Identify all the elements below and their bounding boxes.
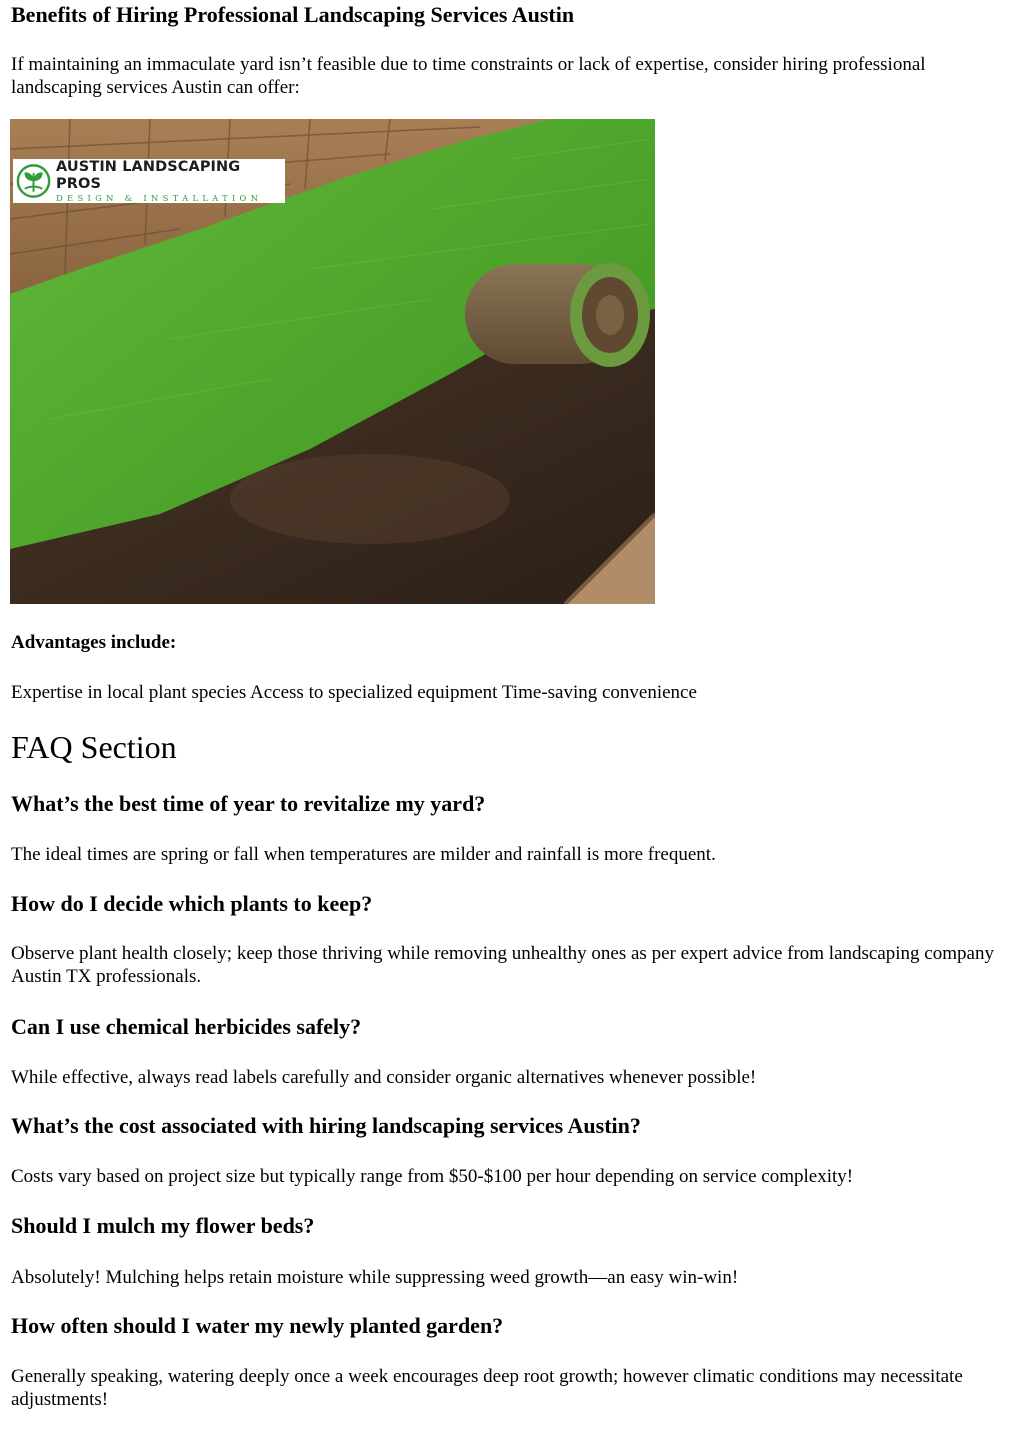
logo-tagline: DESIGN & INSTALLATION xyxy=(56,192,263,203)
faq-answer: While effective, always read labels carefully and consider organic alternatives whenever possible! xyxy=(11,1067,757,1088)
faq-answer: Observe plant health closely; keep those thriving while removing unhealthy ones as per expert advice from landscaping company Austin TX professionals. xyxy=(11,943,994,987)
logo-name: AUSTIN LANDSCAPING PROS xyxy=(56,158,241,192)
company-logo xyxy=(13,159,285,203)
faq-question: How often should I water my newly planted garden? xyxy=(11,1313,504,1338)
advantages-text: Expertise in local plant species Access to specialized equipment Time-saving convenience xyxy=(11,682,697,703)
faq-heading: FAQ Section xyxy=(11,729,177,765)
faq-question: Can I use chemical herbicides safely? xyxy=(11,1014,362,1039)
faq-question: What’s the best time of year to revitalize my yard? xyxy=(11,791,486,816)
faq-answer: Costs vary based on project size but typically range from $50-$100 per hour depending on service complexity! xyxy=(11,1166,854,1187)
advantages-heading: Advantages include: xyxy=(11,632,177,653)
faq-answer: Generally speaking, watering deeply once a week encourages deep root growth; however climatic conditions may necessitate adjustments! xyxy=(11,1366,963,1410)
faq-answer: Absolutely! Mulching helps retain moisture while suppressing weed growth—an easy win-win! xyxy=(11,1267,739,1288)
article-title: Benefits of Hiring Professional Landscaping Services Austin xyxy=(11,2,575,27)
intro-paragraph: If maintaining an immaculate yard isn’t feasible due to time constraints or lack of expertise, consider hiring professional landscaping services Austin can offer: xyxy=(11,54,926,98)
sod-installation-photo xyxy=(10,119,655,604)
faq-question: Should I mulch my flower beds? xyxy=(11,1213,315,1238)
faq-question: What’s the cost associated with hiring landscaping services Austin? xyxy=(11,1113,641,1138)
faq-question: How do I decide which plants to keep? xyxy=(11,891,373,916)
faq-answer: The ideal times are spring or fall when temperatures are milder and rainfall is more frequent. xyxy=(11,844,716,865)
leaf-logo-icon xyxy=(13,159,54,203)
